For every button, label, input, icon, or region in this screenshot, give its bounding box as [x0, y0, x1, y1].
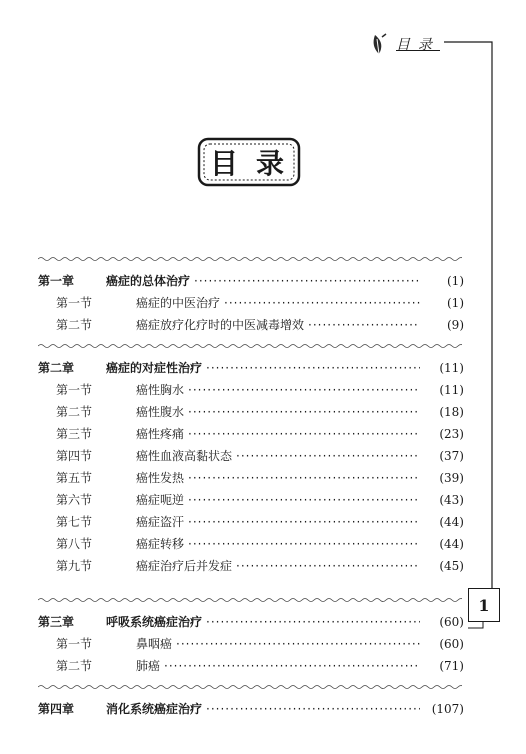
toc-section[interactable] — [38, 381, 464, 401]
page-title: 目录 — [210, 147, 303, 180]
leader-dots — [236, 449, 420, 463]
toc-section[interactable] — [38, 557, 464, 577]
section-number: 第二节 — [56, 405, 93, 419]
leader-dots — [176, 637, 420, 651]
toc-section[interactable] — [38, 425, 464, 445]
running-header — [370, 32, 440, 56]
chapter-title: 癌症的总体治疗 — [106, 274, 191, 288]
section-title: 癌症的中医治疗 — [136, 296, 221, 310]
toc-section[interactable] — [38, 469, 464, 489]
section-title: 癌症呃逆 — [136, 493, 185, 507]
leader-dots — [236, 559, 420, 573]
toc-main-title — [196, 136, 302, 188]
chapter-number: 第一章 — [38, 274, 75, 288]
header-title: 目录 — [396, 37, 440, 53]
leader-dots — [308, 318, 420, 332]
leader-dots — [188, 383, 420, 397]
chapter-page: (60) — [439, 615, 464, 629]
section-title: 肺癌 — [136, 659, 161, 673]
section-page: (44) — [439, 515, 464, 529]
section-page: (9) — [447, 318, 464, 332]
separator — [38, 343, 462, 349]
separator — [38, 597, 462, 603]
leader-dots — [164, 659, 420, 673]
chapter-number: 第四章 — [38, 702, 75, 716]
leader-dots — [224, 296, 420, 310]
chapter-title: 消化系统癌症治疗 — [106, 702, 203, 716]
section-number: 第六节 — [56, 493, 93, 507]
section-page: (37) — [439, 449, 464, 463]
section-number: 第四节 — [56, 449, 93, 463]
toc-section[interactable] — [38, 447, 464, 467]
section-page: (18) — [439, 405, 464, 419]
leader-dots — [188, 493, 420, 507]
leader-dots — [206, 361, 420, 375]
section-title: 癌性腹水 — [136, 405, 185, 419]
toc-section[interactable] — [38, 403, 464, 423]
section-title: 癌症放疗化疗时的中医减毒增效 — [136, 318, 305, 332]
leader-dots — [188, 537, 420, 551]
chapter-title: 癌症的对症性治疗 — [106, 361, 203, 375]
toc-section[interactable] — [38, 491, 464, 511]
section-title: 癌性血液高黏状态 — [136, 449, 233, 463]
section-page: (23) — [439, 427, 464, 441]
leader-dots — [188, 471, 420, 485]
section-page: (45) — [439, 559, 464, 573]
section-title: 癌性发热 — [136, 471, 185, 485]
chapter-number: 第二章 — [38, 361, 75, 375]
section-page: (60) — [439, 637, 464, 651]
leader-dots — [188, 405, 420, 419]
chapter-page: (107) — [431, 702, 464, 716]
section-title: 癌性胸水 — [136, 383, 185, 397]
section-number: 第七节 — [56, 515, 93, 529]
section-title: 癌症转移 — [136, 537, 185, 551]
section-number: 第二节 — [56, 659, 93, 673]
section-title: 癌症盗汗 — [136, 515, 185, 529]
leader-dots — [206, 615, 420, 629]
section-number: 第二节 — [56, 318, 93, 332]
section-number: 第五节 — [56, 471, 93, 485]
toc-section[interactable] — [38, 316, 464, 336]
section-page: (11) — [439, 383, 464, 397]
leader-dots — [188, 515, 420, 529]
section-page: (1) — [447, 296, 464, 310]
leader-dots — [206, 702, 420, 716]
chapter-title: 呼吸系统癌症治疗 — [106, 615, 203, 629]
section-number: 第三节 — [56, 427, 93, 441]
separator — [38, 256, 462, 262]
chapter-page: (1) — [447, 274, 464, 288]
section-number: 第一节 — [56, 637, 93, 651]
section-number: 第一节 — [56, 383, 93, 397]
toc-chapter[interactable] — [38, 272, 464, 292]
section-title: 癌症治疗后并发症 — [136, 559, 233, 573]
section-page: (39) — [439, 471, 464, 485]
section-page: (43) — [439, 493, 464, 507]
section-number: 第八节 — [56, 537, 93, 551]
toc-section[interactable] — [38, 513, 464, 533]
section-title: 鼻咽癌 — [136, 637, 173, 651]
section-page: (71) — [439, 659, 464, 673]
toc-section[interactable] — [38, 294, 464, 314]
chapter-page: (11) — [439, 361, 464, 375]
toc-section[interactable] — [38, 657, 464, 677]
toc-section[interactable] — [38, 635, 464, 655]
page-number: 1 — [468, 588, 500, 622]
section-page: (44) — [439, 537, 464, 551]
section-number: 第九节 — [56, 559, 93, 573]
section-number: 第一节 — [56, 296, 93, 310]
toc-chapter[interactable] — [38, 613, 464, 633]
toc-chapter[interactable] — [38, 359, 464, 379]
leader-dots — [194, 274, 420, 288]
separator — [38, 684, 462, 690]
leader-dots — [188, 427, 420, 441]
chapter-number: 第三章 — [38, 615, 75, 629]
section-title: 癌性疼痛 — [136, 427, 185, 441]
toc-chapter[interactable] — [38, 700, 464, 720]
leaf-icon — [370, 33, 388, 55]
toc-section[interactable] — [38, 535, 464, 555]
